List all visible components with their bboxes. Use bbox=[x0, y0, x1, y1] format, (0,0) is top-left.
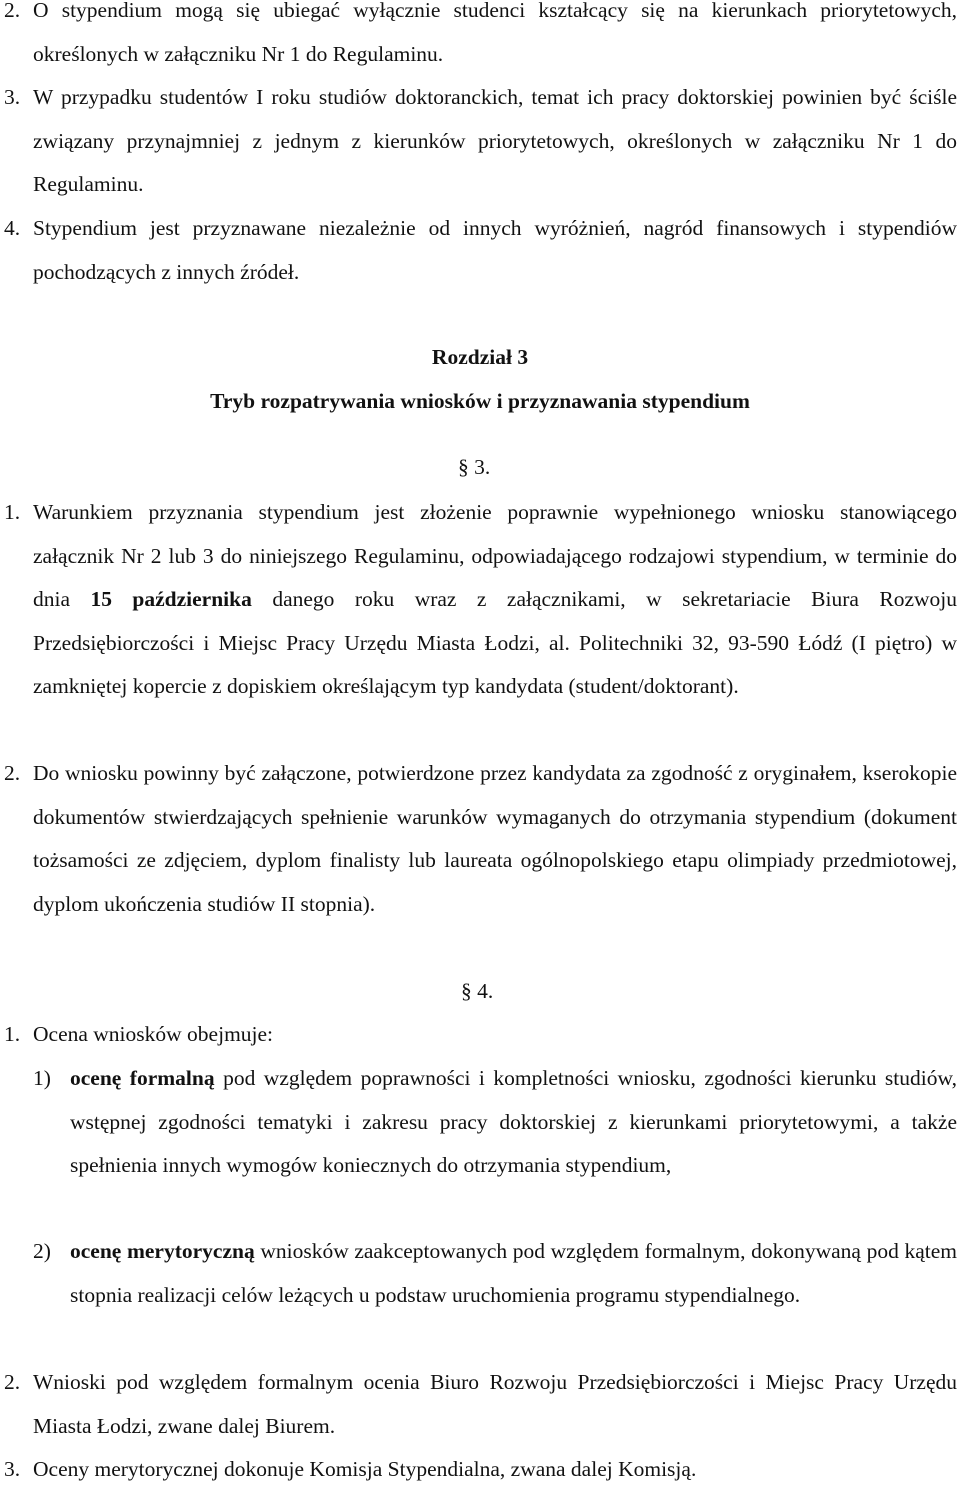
item-number: 2. bbox=[4, 1370, 21, 1394]
item-number: 2. bbox=[4, 761, 21, 785]
item-number: 4. bbox=[4, 216, 21, 240]
item-number: 3. bbox=[4, 85, 21, 109]
item-number: 1. bbox=[4, 1022, 21, 1046]
subitem-number: 2) bbox=[33, 1239, 51, 1263]
chapter-title: Rozdział 3 bbox=[431, 345, 529, 369]
paragraph-formal-assessor: Wnioski pod względem formalnym ocenia Biuro Rozwoju Przedsiębiorczości i Miejsc Pracy Urzędu Miasta Łodzi, zwane dalej Biurem. bbox=[33, 1370, 957, 1438]
text-run: danego roku wraz z załącznikami, w sekretariacie Biura Rozwoju Przedsiębiorczości i Miejsc Pracy Urzędu Miasta Łodzi, al. Politechniki 32, 93-590 Łódź (I piętro) w zamkniętej kopercie z dopiskiem określającym typ kandydata (student/doktorant). bbox=[33, 587, 957, 698]
section-mark-3: § 3. bbox=[458, 455, 491, 479]
chapter-subtitle: Tryb rozpatrywania wniosków i przyznawania stypendium bbox=[210, 389, 750, 413]
subitem-substantive-evaluation bbox=[70, 1230, 957, 1317]
paragraph-application-conditions bbox=[33, 491, 957, 709]
text-run: wniosków zaakceptowanych pod względem formalnym, dokonywaną pod kątem stopnia realizacji celów leżących u podstaw uruchomienia programu stypendialnego. bbox=[70, 1239, 957, 1307]
item-number: 3. bbox=[4, 1457, 21, 1481]
paragraph-eligibility: O stypendium mogą się ubiegać wyłącznie studenci kształcący się na kierunkach priorytetowych, określonych w załączniku Nr 1 do Regulaminu. bbox=[33, 0, 957, 66]
subitem-number: 1) bbox=[33, 1066, 51, 1090]
section-mark-4: § 4. bbox=[461, 979, 494, 1003]
substantive-evaluation-term: ocenę merytoryczną bbox=[70, 1239, 255, 1263]
paragraph-evaluation-intro: Ocena wniosków obejmuje: bbox=[33, 1022, 274, 1046]
paragraph-committee: Oceny merytorycznej dokonuje Komisja Stypendialna, zwana dalej Komisją. bbox=[33, 1457, 697, 1481]
paragraph-doctoral-topic: W przypadku studentów I roku studiów doktoranckich, temat ich pracy doktorskiej powinien być ściśle związany przynajmniej z jednym z kierunków priorytetowych, określonych w załączniku Nr 1 do Regulaminu. bbox=[33, 85, 957, 196]
text-run: Warunkiem przyznania stypendium jest złożenie poprawnie wypełnionego wniosku stanowiącego załącznik Nr 2 lub 3 do niniejszego Regulaminu, odpowiadającego rodzajowi stypendium, w terminie do dnia bbox=[33, 500, 957, 611]
formal-evaluation-term: ocenę formalną bbox=[70, 1066, 215, 1090]
text-run: pod względem poprawności i kompletności wniosku, zgodności kierunku studiów, wstępnej zgodności tematyki i zakresu pracy doktorskiej z kierunkami priorytetowymi, a także spełnienia innych wymogów koniecznych do otrzymania stypendium, bbox=[70, 1066, 957, 1177]
deadline-date: 15 października bbox=[90, 587, 252, 611]
item-number: 2. bbox=[4, 0, 21, 22]
subitem-formal-evaluation bbox=[70, 1057, 957, 1188]
paragraph-attachments: Do wniosku powinny być załączone, potwierdzone przez kandydata za zgodność z oryginałem, kserokopie dokumentów stwierdzających spełnienie warunków wymaganych do otrzymania stypendium (dokument tożsamości ze zdjęciem, dyplom finalisty lub laureata ogólnopolskiego etapu olimpiady przedmiotowej, dyplom ukończenia studiów II stopnia). bbox=[33, 761, 957, 916]
paragraph-independence: Stypendium jest przyznawane niezależnie od innych wyróżnień, nagród finansowych i stypendiów pochodzących z innych źródeł. bbox=[33, 216, 957, 284]
item-number: 1. bbox=[4, 500, 21, 524]
